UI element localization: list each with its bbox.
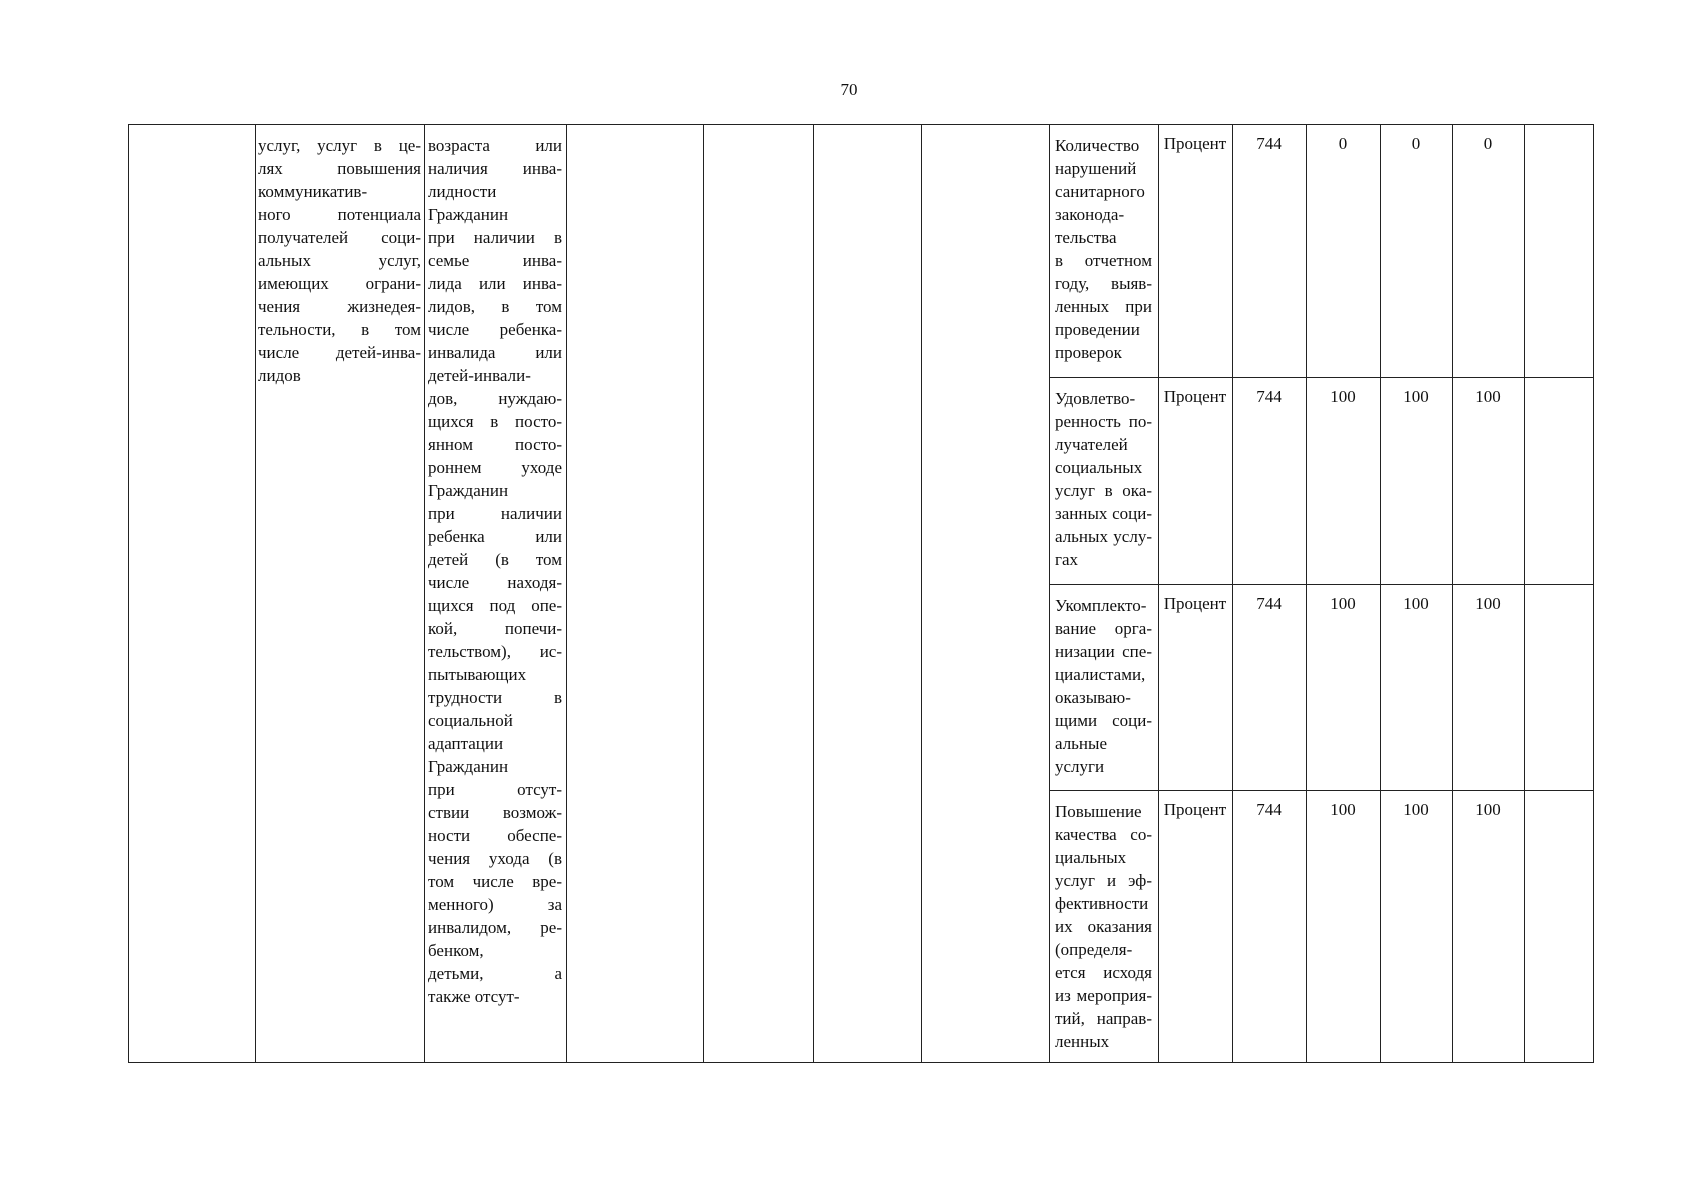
text-line: альных услуг,	[258, 251, 421, 270]
value-year-2-cell: 100	[1403, 387, 1429, 406]
text-line: дов, нуждаю-	[428, 389, 562, 408]
value-year-1-cell: 0	[1338, 134, 1348, 153]
recipient-category-text	[428, 134, 562, 1008]
text-line: проведении	[1055, 320, 1140, 339]
text-line: тельством), ис-	[428, 642, 562, 661]
text-line: социальных	[1055, 458, 1143, 477]
indicator-name-text	[1055, 800, 1152, 1053]
text-line: чения ухода (в	[428, 849, 562, 868]
text-line: тий, направ-	[1055, 1009, 1152, 1028]
text-line: услуг и эф-	[1055, 871, 1152, 890]
text-line: ленных	[1055, 1032, 1110, 1051]
text-line: из мероприя-	[1055, 986, 1152, 1005]
unit-cell: Процент	[1163, 134, 1227, 153]
text-line: качества со-	[1055, 825, 1152, 844]
text-line: услуг, услуг в це-	[258, 136, 421, 155]
column-divider	[703, 124, 704, 1063]
text-line: щими соци-	[1055, 711, 1152, 730]
text-line: Укомплекто-	[1055, 596, 1147, 615]
text-line: лучателей	[1055, 435, 1128, 454]
text-line: Гражданин	[428, 205, 509, 224]
text-line: проверок	[1055, 343, 1122, 362]
text-line: том числе вре-	[428, 872, 562, 891]
text-line: Количество	[1055, 136, 1140, 155]
text-line: их оказания	[1055, 917, 1152, 936]
column-divider	[566, 124, 567, 1063]
column-divider	[921, 124, 922, 1063]
text-line: инвалидом, ре-	[428, 918, 562, 937]
text-line: числе детей-инва-	[258, 343, 421, 362]
value-year-1-cell: 100	[1330, 594, 1356, 613]
text-line: возраста или	[428, 136, 562, 155]
value-year-2-cell: 0	[1411, 134, 1421, 153]
table-bottom-border	[128, 1062, 1594, 1063]
text-line: услуг в ока-	[1055, 481, 1152, 500]
text-line: янном посто-	[428, 435, 562, 454]
okei-code-cell: 744	[1256, 800, 1282, 819]
text-line: альных услу-	[1055, 527, 1152, 546]
text-line: инвалида или	[428, 343, 562, 362]
text-line: Повышение	[1055, 802, 1142, 821]
text-line: в отчетном	[1055, 251, 1152, 270]
value-year-3-cell: 0	[1483, 134, 1493, 153]
okei-code-cell: 744	[1256, 134, 1282, 153]
indicator-name-text	[1055, 134, 1152, 364]
text-line: низации спе-	[1055, 642, 1152, 661]
text-line: Гражданин	[428, 757, 509, 776]
text-line: наличия инва-	[428, 159, 562, 178]
text-line: ребенка или	[428, 527, 562, 546]
text-line: щихся в посто-	[428, 412, 562, 431]
text-line: лида или инва-	[428, 274, 562, 293]
text-line: бенком,	[428, 941, 484, 960]
text-line: лидов, в том	[428, 297, 562, 316]
text-line: Гражданин	[428, 481, 509, 500]
value-year-1-cell: 100	[1330, 800, 1356, 819]
text-line: детьми, а	[428, 964, 562, 983]
indicator-name-text	[1055, 594, 1152, 778]
unit-cell: Процент	[1163, 800, 1227, 819]
value-year-1-cell: 100	[1330, 387, 1356, 406]
text-line: ленных при	[1055, 297, 1152, 316]
text-line: числе ребенка-	[428, 320, 562, 339]
column-divider	[1524, 124, 1525, 1063]
text-line: услуги	[1055, 757, 1105, 776]
text-line: циальных	[1055, 848, 1127, 867]
text-line: семье инва-	[428, 251, 562, 270]
text-line: также отсут-	[428, 987, 520, 1006]
text-line: законода-	[1055, 205, 1125, 224]
text-line: при наличии в	[428, 228, 562, 247]
value-year-3-cell: 100	[1475, 594, 1501, 613]
column-divider	[813, 124, 814, 1063]
text-line: щихся под опе-	[428, 596, 562, 615]
text-line: тельности, в том	[258, 320, 421, 339]
text-line: числе находя-	[428, 573, 562, 592]
column-divider	[1049, 124, 1050, 1063]
text-line: при отсут-	[428, 780, 562, 799]
row-divider	[1049, 790, 1594, 791]
text-line: вание орга-	[1055, 619, 1152, 638]
unit-cell: Процент	[1163, 387, 1227, 406]
text-line: лях повышения	[258, 159, 421, 178]
row-divider	[1049, 584, 1594, 585]
text-line: получателей соци-	[258, 228, 421, 247]
text-line: ется исходя	[1055, 963, 1152, 982]
text-line: ности обеспе-	[428, 826, 562, 845]
text-line: году, выяв-	[1055, 274, 1152, 293]
value-year-2-cell: 100	[1403, 800, 1429, 819]
table-top-border	[128, 124, 1594, 125]
page-number: 70	[840, 80, 858, 99]
text-line: циалистами,	[1055, 665, 1146, 684]
text-line: адаптации	[428, 734, 504, 753]
text-line: нарушений	[1055, 159, 1137, 178]
text-line: при наличии	[428, 504, 562, 523]
text-line: роннем уходе	[428, 458, 562, 477]
text-line: менного) за	[428, 895, 562, 914]
text-line: ствии возмож-	[428, 803, 562, 822]
value-year-3-cell: 100	[1475, 387, 1501, 406]
text-line: гах	[1055, 550, 1079, 569]
text-line: (определя-	[1055, 940, 1133, 959]
unit-cell: Процент	[1163, 594, 1227, 613]
text-line: Удовлетво-	[1055, 389, 1136, 408]
text-line: лидов	[258, 366, 301, 385]
text-line: лидности	[428, 182, 497, 201]
okei-code-cell: 744	[1256, 594, 1282, 613]
column-divider	[1593, 124, 1594, 1063]
text-line: санитарного	[1055, 182, 1145, 201]
text-line: альные	[1055, 734, 1107, 753]
text-line: ного потенциала	[258, 205, 421, 224]
text-line: социальной	[428, 711, 513, 730]
text-line: детей (в том	[428, 550, 562, 569]
column-divider	[255, 124, 256, 1063]
value-year-2-cell: 100	[1403, 594, 1429, 613]
text-line: пытывающих	[428, 665, 527, 684]
text-line: оказываю-	[1055, 688, 1131, 707]
value-year-3-cell: 100	[1475, 800, 1501, 819]
okei-code-cell: 744	[1256, 387, 1282, 406]
row-divider	[1049, 377, 1594, 378]
text-line: ренность по-	[1055, 412, 1152, 431]
text-line: детей-инвали-	[428, 366, 531, 385]
text-line: фективности	[1055, 894, 1149, 913]
text-line: кой, попечи-	[428, 619, 562, 638]
column-divider	[128, 124, 129, 1063]
column-divider	[424, 124, 425, 1063]
service-description-text	[258, 134, 421, 387]
text-line: трудности в	[428, 688, 562, 707]
text-line: коммуникатив-	[258, 182, 368, 201]
text-line: занных соци-	[1055, 504, 1152, 523]
text-line: имеющих ограни-	[258, 274, 421, 293]
indicator-name-text	[1055, 387, 1152, 571]
text-line: тельства	[1055, 228, 1117, 247]
text-line: чения жизнедея-	[258, 297, 421, 316]
